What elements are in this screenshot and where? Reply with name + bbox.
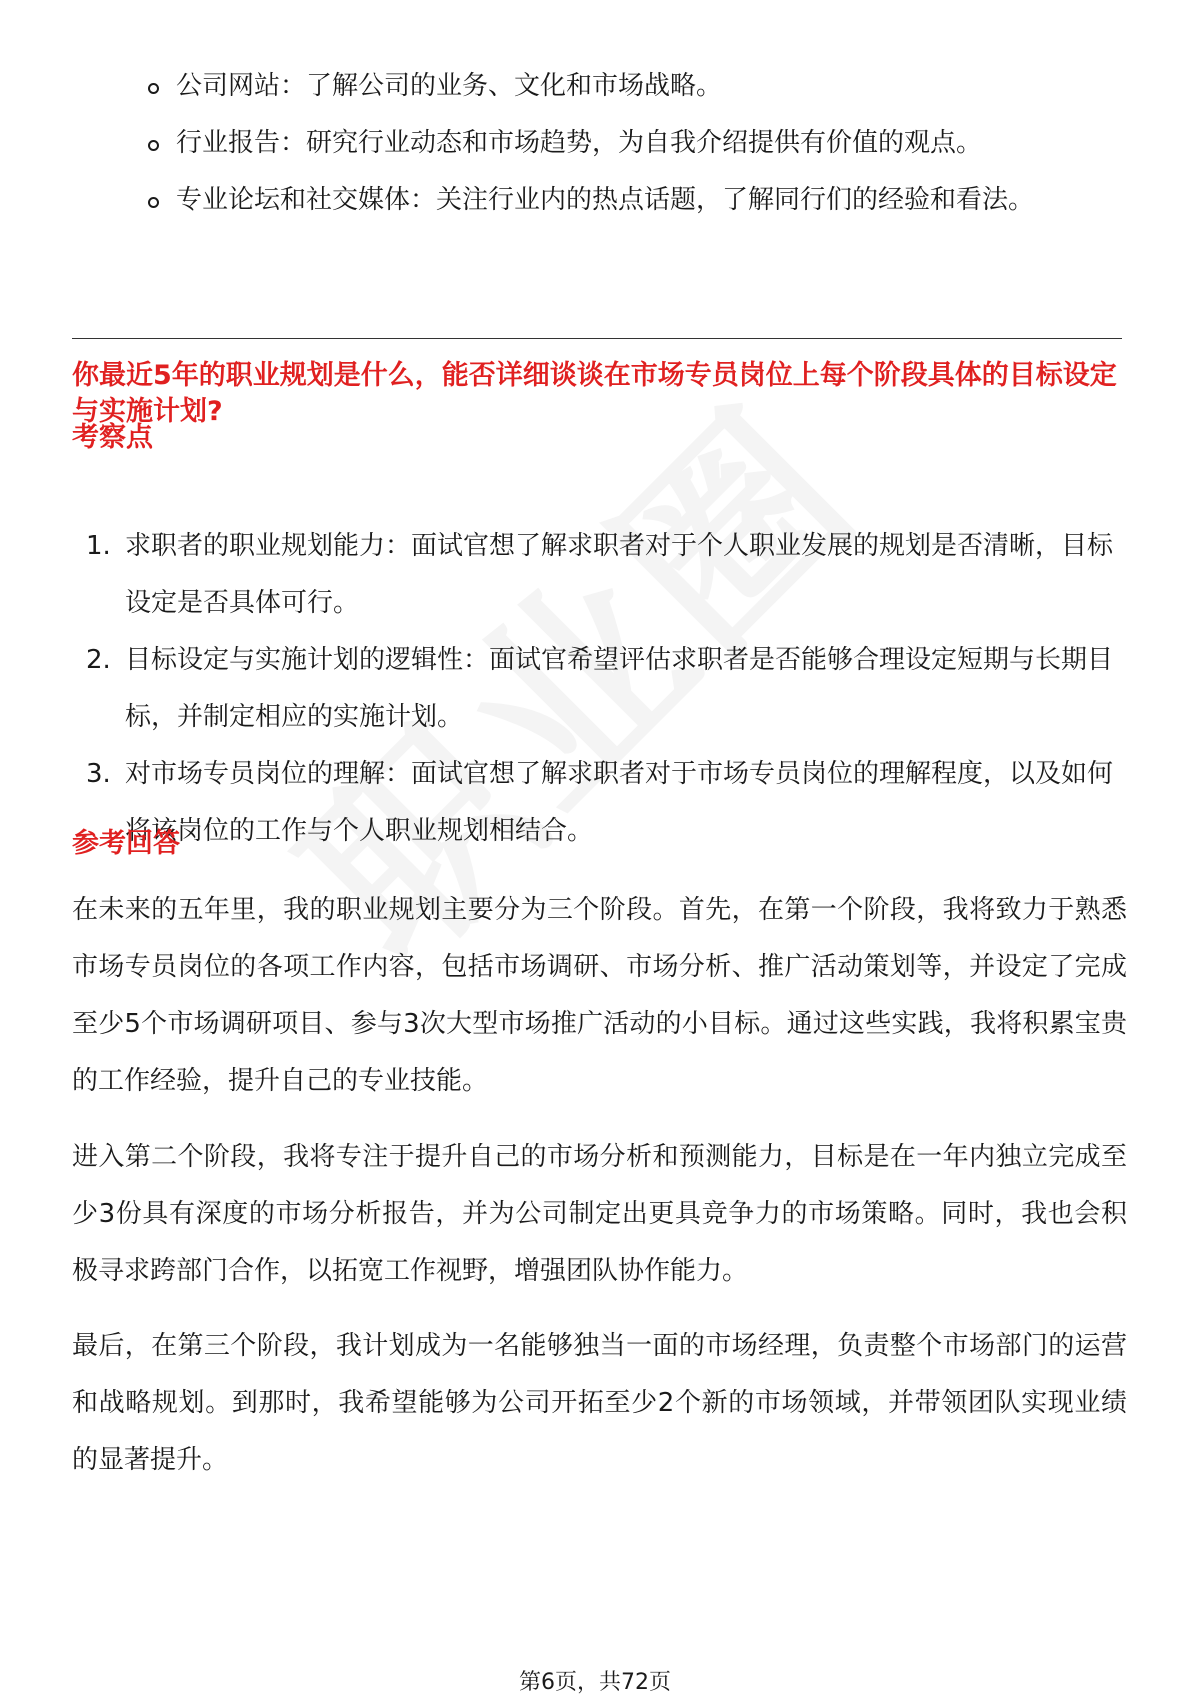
list-item	[148, 115, 1078, 172]
answer-paragraph: 在未来的五年里，我的职业规划主要分为三个阶段。首先，在第一个阶段，我将致力于熟悉市场专员岗位的各项工作内容，包括市场调研、市场分析、推广活动策划等，并设定了完成至少5个市场调研项目、参与3次大型市场推广活动的小目标。通过这些实践，我将积累宝贵的工作经验，提升自己的专业技能。	[72, 895, 1127, 1096]
list-item	[72, 518, 1122, 632]
section-divider	[72, 338, 1122, 339]
page-footer: 第6页，共72页	[519, 1670, 671, 1695]
answer-paragraph: 最后，在第三个阶段，我计划成为一名能够独当一面的市场经理，负责整个市场部门的运营和战略规划。到那时，我希望能够为公司开拓至少2个新的市场领域，并带领团队实现业绩的显著提升。	[72, 1331, 1127, 1475]
question-heading: 你最近5年的职业规划是什么，能否详细谈谈在市场专员岗位上每个阶段具体的目标设定与实施计划?	[72, 360, 1117, 427]
list-number: 2.	[86, 645, 111, 675]
list-item	[72, 746, 1122, 860]
list-number: 3.	[86, 759, 111, 789]
list-number: 1.	[86, 531, 111, 561]
bullet-text: 行业报告：研究行业动态和市场趋势，为自我介绍提供有价值的观点。	[176, 128, 983, 158]
bullet-text: 公司网站：了解公司的业务、文化和市场战略。	[176, 71, 723, 101]
list-item	[148, 58, 1078, 115]
circle-bullet-icon	[148, 83, 159, 94]
bullet-text: 专业论坛和社交媒体：关注行业内的热点话题，了解同行们的经验和看法。	[176, 185, 1035, 215]
answer-paragraph: 进入第二个阶段，我将专注于提升自己的市场分析和预测能力，目标是在一年内独立完成至少3份具有深度的市场分析报告，并为公司制定出更具竞争力的市场策略。同时，我也会积极寻求跨部门合作，以拓宽工作视野，增强团队协作能力。	[72, 1142, 1127, 1286]
list-item	[72, 632, 1122, 746]
point-text: 目标设定与实施计划的逻辑性：面试官希望评估求职者是否能够合理设定短期与长期目标，并制定相应的实施计划。	[125, 645, 1114, 732]
assessment-points-list	[72, 518, 1122, 860]
point-text: 对市场专员岗位的理解：面试官想了解求职者对于市场专员岗位的理解程度，以及如何将该岗位的工作与个人职业规划相结合。	[125, 759, 1114, 846]
points-title: 考察点	[72, 422, 153, 453]
answer-title: 参考回答	[72, 828, 180, 859]
resource-bullet-list	[148, 58, 1078, 229]
point-text: 求职者的职业规划能力：面试官想了解求职者对于个人职业发展的规划是否清晰，目标设定是否具体可行。	[125, 531, 1114, 618]
circle-bullet-icon	[148, 140, 159, 151]
list-item	[148, 172, 1078, 229]
circle-bullet-icon	[148, 197, 159, 208]
